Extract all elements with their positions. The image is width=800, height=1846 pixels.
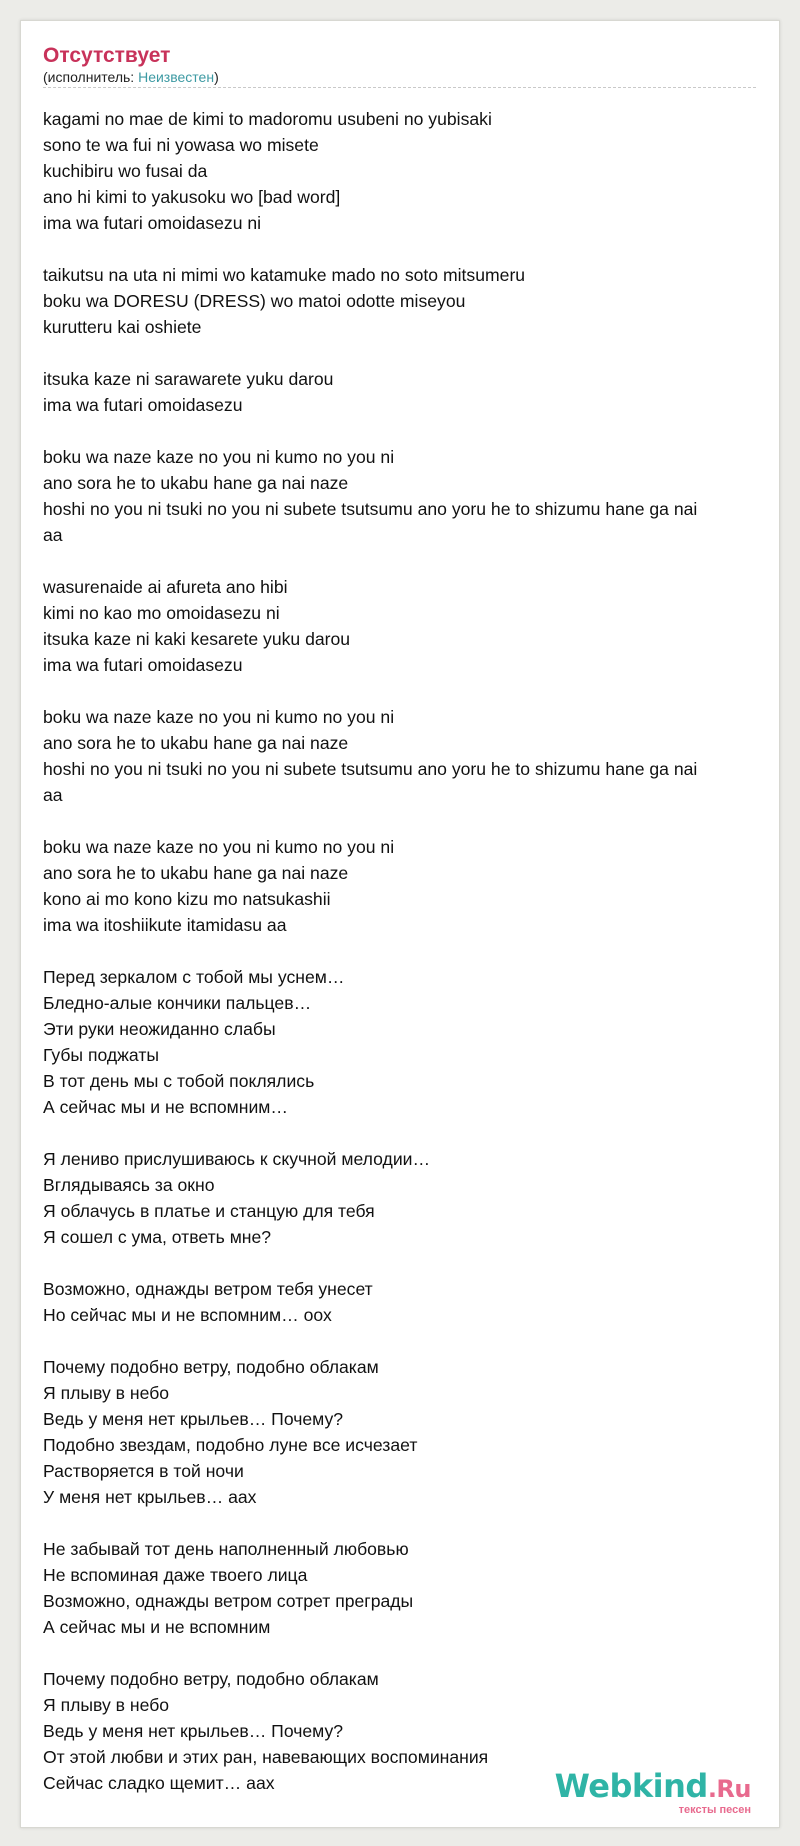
- lyric-line: Не вспоминая даже твоего лица: [43, 1565, 308, 1585]
- stanza-gap: [43, 340, 778, 366]
- logo-tld: .Ru: [707, 1775, 751, 1803]
- lyric-line: ano sora he to ukabu hane ga nai naze: [43, 473, 349, 493]
- byline-prefix: (исполнитель:: [43, 69, 139, 85]
- lyric-line: Возможно, однажды ветром тебя унесет: [43, 1279, 373, 1299]
- lyric-stanza: [43, 704, 778, 808]
- lyric-stanza: [43, 1146, 778, 1250]
- lyric-line: wasurenaide ai afureta ano hibi: [43, 577, 288, 597]
- lyric-line: boku wa DORESU (DRESS) wo matoi odotte miseyou: [43, 291, 466, 311]
- lyric-line: hoshi no you ni tsuki no you ni subete tsutsumu ano yoru he to shizumu hane ga nai: [43, 499, 698, 519]
- stanza-gap: [43, 1640, 778, 1666]
- lyric-line: Я облачусь в платье и станцую для тебя: [43, 1201, 375, 1221]
- lyric-line: kuchibiru wo fusai da: [43, 161, 208, 181]
- stanza-gap: [43, 938, 778, 964]
- lyric-line: Растворяется в той ночи: [43, 1461, 244, 1481]
- stanza-gap: [43, 1328, 778, 1354]
- lyric-line: Я лениво прислушиваюсь к скучной мелодии…: [43, 1149, 431, 1169]
- site-logo[interactable]: [555, 1769, 751, 1816]
- lyric-line: kono ai mo kono kizu mo natsukashii: [43, 889, 331, 909]
- lyric-stanza: [43, 106, 778, 236]
- lyric-line: От этой любви и этих ран, навевающих воспоминания: [43, 1747, 489, 1767]
- lyric-line: kurutteru kai oshiete: [43, 317, 202, 337]
- stanza-gap: [43, 548, 778, 574]
- stanza-gap: [43, 808, 778, 834]
- lyric-line: Но сейчас мы и не вспомним… оох: [43, 1305, 332, 1325]
- lyric-line: taikutsu na uta ni mimi wo katamuke mado no soto mitsumeru: [43, 265, 526, 285]
- stanza-gap: [43, 236, 778, 262]
- stanza-gap: [43, 678, 778, 704]
- logo-name: Webkind: [554, 1767, 708, 1805]
- lyric-line: Губы поджаты: [43, 1045, 160, 1065]
- lyric-stanza: [43, 262, 778, 340]
- lyric-line: Бледно-алые кончики пальцев…: [43, 993, 312, 1013]
- artist-link[interactable]: Неизвестен: [138, 69, 215, 85]
- artist-byline: [43, 69, 756, 85]
- lyric-line: aa: [43, 525, 63, 545]
- lyric-line: Сейчас сладко щемит… аах: [43, 1773, 275, 1793]
- lyric-stanza: [43, 574, 778, 678]
- lyric-line: А сейчас мы и не вспомним: [43, 1617, 271, 1637]
- lyric-line: Эти руки неожиданно слабы: [43, 1019, 276, 1039]
- stanza-gap: [43, 1120, 778, 1146]
- lyric-line: Я плыву в небо: [43, 1383, 170, 1403]
- lyric-line: itsuka kaze ni kaki kesarete yuku darou: [43, 629, 351, 649]
- lyric-stanza: [43, 1354, 778, 1510]
- lyrics-body: [43, 106, 778, 1796]
- lyric-stanza: [43, 1536, 778, 1640]
- lyric-stanza: [43, 366, 778, 418]
- lyric-line: aa: [43, 785, 63, 805]
- lyric-line: Ведь у меня нет крыльев… Почему?: [43, 1721, 344, 1741]
- lyric-line: ima wa futari omoidasezu: [43, 655, 243, 675]
- lyric-line: Почему подобно ветру, подобно облакам: [43, 1669, 379, 1689]
- stanza-gap: [43, 1510, 778, 1536]
- lyric-line: ano sora he to ukabu hane ga nai naze: [43, 733, 349, 753]
- lyric-line: itsuka kaze ni sarawarete yuku darou: [43, 369, 334, 389]
- lyric-line: ima wa futari omoidasezu: [43, 395, 243, 415]
- lyric-stanza: [43, 444, 778, 548]
- lyric-stanza: [43, 964, 778, 1120]
- song-title: Отсутствует: [43, 44, 171, 67]
- lyric-line: Вглядываясь за окно: [43, 1175, 215, 1195]
- lyric-line: hoshi no you ni tsuki no you ni subete tsutsumu ano yoru he to shizumu hane ga nai: [43, 759, 698, 779]
- lyric-line: Подобно звездам, подобно луне все исчезает: [43, 1435, 418, 1455]
- lyric-line: Почему подобно ветру, подобно облакам: [43, 1357, 379, 1377]
- lyric-line: sono te wa fui ni yowasa wo misete: [43, 135, 319, 155]
- lyric-line: ano sora he to ukabu hane ga nai naze: [43, 863, 349, 883]
- lyric-line: Я сошел с ума, ответь мне?: [43, 1227, 272, 1247]
- stanza-gap: [43, 418, 778, 444]
- lyric-line: Не забывай тот день наполненный любовью: [43, 1539, 409, 1559]
- lyric-stanza: [43, 834, 778, 938]
- lyric-line: В тот день мы с тобой поклялись: [43, 1071, 315, 1091]
- lyric-line: А сейчас мы и не вспомним…: [43, 1097, 288, 1117]
- lyric-line: Я плыву в небо: [43, 1695, 170, 1715]
- lyric-line: Перед зеркалом с тобой мы уснем…: [43, 967, 345, 987]
- lyric-line: Ведь у меня нет крыльев… Почему?: [43, 1409, 344, 1429]
- page-card: [20, 20, 780, 1828]
- lyric-line: boku wa naze kaze no you ni kumo no you ni: [43, 707, 395, 727]
- lyric-line: У меня нет крыльев… аах: [43, 1487, 257, 1507]
- lyric-line: ano hi kimi to yakusoku wo [bad word]: [43, 187, 341, 207]
- lyric-line: boku wa naze kaze no you ni kumo no you ni: [43, 447, 395, 467]
- stanza-gap: [43, 1250, 778, 1276]
- lyric-line: ima wa itoshiikute itamidasu aa: [43, 915, 287, 935]
- song-header: [43, 43, 756, 88]
- lyric-line: boku wa naze kaze no you ni kumo no you ni: [43, 837, 395, 857]
- byline-suffix: ): [214, 69, 219, 85]
- logo-tagline: тексты песен: [678, 1804, 751, 1816]
- lyric-line: Возможно, однажды ветром сотрет преграды: [43, 1591, 414, 1611]
- logo-wordmark: [555, 1769, 751, 1806]
- lyric-line: kagami no mae de kimi to madoromu usubeni no yubisaki: [43, 109, 492, 129]
- lyric-line: ima wa futari omoidasezu ni: [43, 213, 262, 233]
- lyric-line: kimi no kao mo omoidasezu ni: [43, 603, 280, 623]
- lyric-stanza: [43, 1276, 778, 1328]
